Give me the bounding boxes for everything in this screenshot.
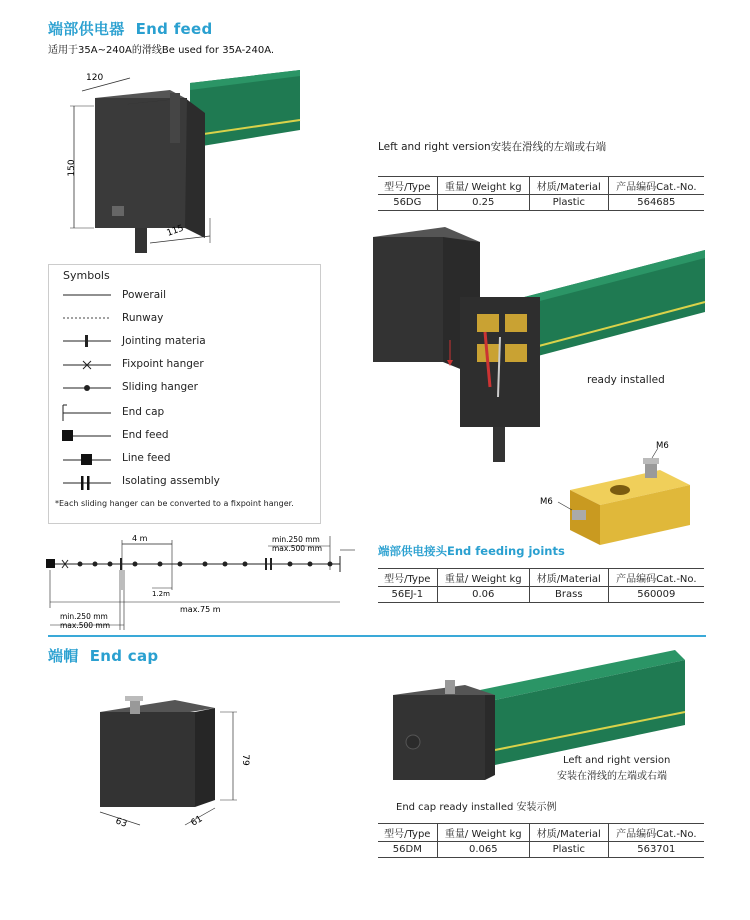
dim-width: 120 [86,73,104,83]
cell-cat-no: 564685 [608,195,704,211]
header-cat-no: 产品编码Cat.-No. [608,569,704,587]
ready-installed-label: ready installed [587,374,665,386]
layout-max-left: max.500 mm [60,621,111,630]
cap-dim-width: 61 [189,814,205,829]
header-weight: 重量/ Weight kg [437,177,529,195]
end-feed-symbol [62,430,111,441]
layout-min-left: min.250 mm [60,612,108,621]
header-material: 材质/Material [529,824,608,842]
header-material: 材质/Material [529,177,608,195]
joint-m6-left: M6 [540,497,553,507]
joint-m6-top: M6 [656,441,669,451]
feeding-joint-illustration [540,440,710,550]
cell-cat-no: 563701 [608,842,704,858]
header-weight: 重量/ Weight kg [437,824,529,842]
joint-spec-table [378,568,704,603]
layout-end-feed [46,559,55,568]
end-cap-title-en: End cap [89,647,159,665]
symbols-legend [48,264,321,524]
section-divider [48,635,706,637]
end-cap-installed-label: End cap ready installed 安装示例 [396,802,557,813]
dim-depth: 115 [165,223,186,239]
header-material: 材质/Material [529,569,608,587]
isolating-assembly-symbol [63,476,111,490]
symbol-label-runway: Runway [122,312,164,324]
cell-material: Plastic [529,842,608,858]
cell-weight: 0.06 [437,587,529,603]
dim-height: 150 [67,159,77,177]
cell-type: 56EJ-1 [391,589,424,600]
symbol-label-jointing: Jointing materia [122,335,206,347]
cell-cat-no: 560009 [608,587,704,603]
symbol-label-end-cap: End cap [122,406,165,418]
header-weight: 重量/ Weight kg [437,569,529,587]
symbol-label-powerail: Powerail [122,289,167,301]
end-cap-heading [48,645,158,666]
end-feed-version-note: Left and right version安装在滑线的左端或右端 [378,141,607,153]
end-cap-drawing [85,690,255,830]
layout-diagram [40,530,360,635]
end-feed-heading [48,18,213,39]
cell-weight: 0.25 [437,195,529,211]
layout-min-right: min.250 mm [272,535,320,544]
end-cap-version-en: Left and right version [563,755,671,766]
cap-dim-height: 79 [240,754,250,766]
end-feed-title-cn: 端部供电器 [48,20,125,38]
symbol-label-line-feed: Line feed [122,452,171,464]
cap-dim-depth: 63 [113,816,129,830]
layout-max-right: max.500 mm [272,544,323,553]
end-feed-title-en: End feed [135,20,213,38]
symbol-label-sliding: Sliding hanger [122,381,198,393]
cell-material: Brass [529,587,608,603]
joint-title: 端部供电接头End feeding joints [378,544,565,558]
header-cat-no: 产品编码Cat.-No. [608,177,704,195]
symbol-label-end-feed: End feed [122,429,169,441]
symbol-label-fixpoint: Fixpoint hanger [122,358,204,370]
end-cap-title-cn: 端帽 [48,647,79,665]
cell-type: 56DG [393,197,422,208]
end-cap-symbol [63,405,111,421]
cell-material: Plastic [529,195,608,211]
end-feed-exploded-illustration [365,222,715,467]
symbols-glyphs [59,283,129,498]
symbols-note: *Each sliding hanger can be converted to a fixpoint hanger. [55,499,294,508]
end-feed-drawing [60,58,310,258]
line-feed-symbol [63,454,111,465]
end-cap-spec-table [378,823,704,858]
layout-small: 1.2m [152,590,170,598]
fixpoint-hanger-symbol [63,361,111,369]
end-feed-spec-table [378,176,704,211]
sliding-hanger-symbol [63,385,111,391]
header-type: 型号/Type [378,177,437,195]
symbols-title: Symbols [63,269,110,282]
jointing-symbol [63,335,111,347]
header-cat-no: 产品编码Cat.-No. [608,824,704,842]
layout-spacing: 4 m [132,534,148,543]
end-feed-subtitle: 适用于35A~240A的滑线Be used for 35A-240A. [48,45,275,56]
header-type: 型号/Type [378,569,437,587]
layout-max-length: max.75 m [180,605,221,614]
cell-weight: 0.065 [437,842,529,858]
header-type: 型号/Type [378,824,437,842]
cell-type: 56DM [392,844,422,855]
symbol-label-isolating: Isolating assembly [122,475,220,487]
end-cap-version-cn: 安装在滑线的左端或右端 [557,771,667,782]
